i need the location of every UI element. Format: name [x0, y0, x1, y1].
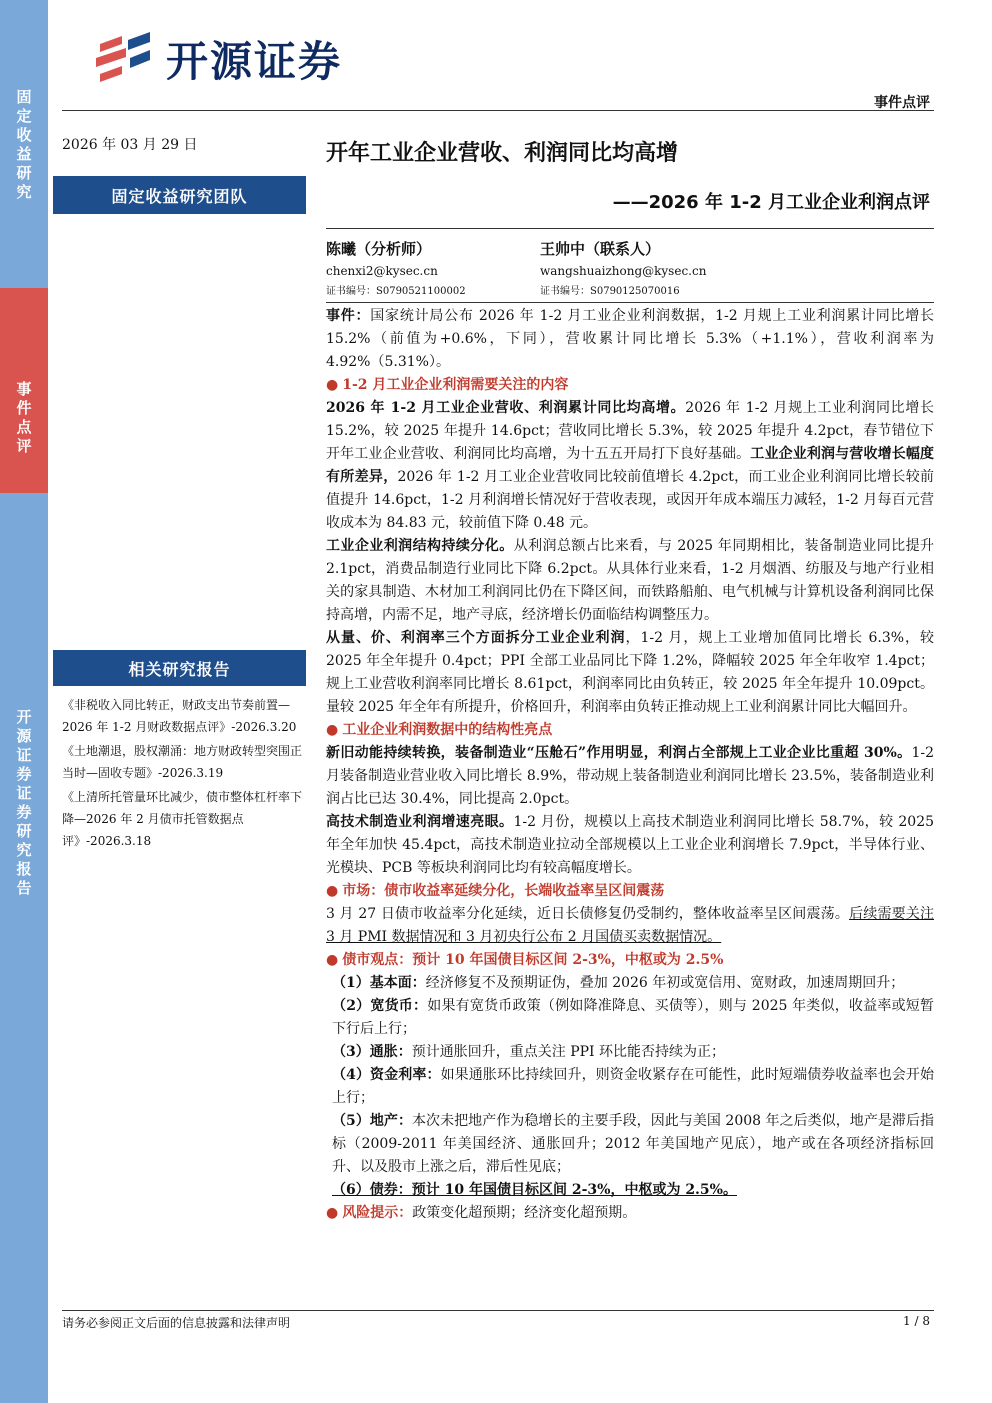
- view-item: （5）地产：本次未把地产作为稳增长的主要手段，因此与美国 2008 年之后类似，地产是滞后指标（2009-2011 年美国经济、通胀回升；2012 年美国地产见底），地产或在各项经济指标回升、以及股市上涨之后，滞后性见底；: [332, 1113, 934, 1175]
- author-divider: [326, 302, 934, 303]
- logo-mark-icon: [92, 30, 154, 88]
- body-paragraph: 新旧动能持续转换，装备制造业“压舱石”作用明显，利润占全部规上工业企业比重超 30%。1-2 月装备制造业营业收入同比增长 8.9%，带动规上装备制造业利润同比增长 23.5%，装备制造业利润占比已达 30.4%，同比提高 2.0pct。: [326, 745, 934, 807]
- view-item: （3）通胀：预计通胀回升，重点关注 PPI 环比能否持续为正；: [332, 1044, 726, 1060]
- logo-text: 开源证券: [166, 37, 343, 86]
- header-divider: [62, 110, 934, 111]
- section-heading: ● 1-2 月工业企业利润需要关注的内容: [326, 377, 569, 393]
- footer-divider: [62, 1310, 934, 1311]
- event-paragraph: 事件：国家统计局公布 2026 年 1-2 月工业企业利润数据，1-2 月规上工业利润累计同比增长 15.2%（前值为+0.6%，下同），营收累计同比增长 5.3%（+1.1%），营收利润率为 4.92%（5.31%）。: [326, 308, 935, 370]
- related-reports-banner: 相关研究报告: [53, 650, 306, 686]
- bullet-icon: ●: [326, 722, 339, 738]
- body-paragraph: 工业企业利润结构持续分化。从利润总额占比来看，与 2025 年同期相比，装备制造业同比提升 2.1pct，消费品制造行业同比下降 6.2pct。从具体行业来看，1-2 月烟酒、纺服及与地产行业相关的家具制造、木材加工利润同比仍在下降区间，而铁路船舶、电气机械与计算机设备利润同比保持高增，内需不足，地产寻底，经济增长仍面临结构调整压力。: [326, 538, 935, 623]
- left-sidebar: [0, 0, 48, 1403]
- sidebar-publisher: 开源证券 证券研究报告: [16, 708, 32, 897]
- page-number: 1 / 8: [903, 1314, 930, 1328]
- title-divider: [326, 228, 934, 229]
- bullet-icon: ●: [326, 377, 339, 393]
- bullet-icon: ●: [326, 1205, 339, 1221]
- footer-disclaimer: 请务必参阅正文后面的信息披露和法律声明: [62, 1316, 291, 1330]
- author-cert: 证书编号：S0790521100002: [326, 286, 466, 297]
- section-heading: ● 债市观点：预计 10 年国债目标区间 2-3%，中枢或为 2.5%: [326, 952, 724, 968]
- author-card: [540, 238, 706, 297]
- doc-type-label: 事件点评: [874, 95, 930, 111]
- body-paragraph: 2026 年 1-2 月工业企业营收、利润累计同比均高增。2026 年 1-2 月规上工业利润同比增长 15.2%，较 2025 年提升 14.6pct；营收同比增长 5.3%，较 2025 年提升 4.2pct，春节错位下开年工业企业营收、利润同比均高增，为十五五开局打下良好基础。工业企业利润与营收增长幅度有所差异，2026 年 1-2 月工业企业营收同比较前值增长 4.2pct，而工业企业利润同比增长较前值提升 14.6pct，1-2 月利润增长情况好于营收表现，或因开年成本端压力减轻，1-2 月每百元营收成本为 84.83 元，较前值下降 0.48 元。: [326, 400, 935, 531]
- report-title: 开年工业企业营收、利润同比均高增: [326, 141, 679, 166]
- section-heading: ● 工业企业利润数据中的结构性亮点: [326, 722, 553, 738]
- body-paragraph: 从量、价、利润率三个方面拆分工业企业利润，1-2 月，规上工业增加值同比增长 6.3%，较 2025 年全年提升 0.4pct；PPI 全部工业品同比下降 1.2%，降幅较 2025 年全年收窄 1.4pct；规上工业营收利润率同比增长 8.61pct，利润率同比由负转正，较 2025 年全年提升 10.09pct。量较 2025 年全年有所提升，价格回升，利润率由负转正推动规上工业利润累计同比大幅回升。: [326, 630, 934, 715]
- risk-paragraph: ● 风险提示：政策变化超预期；经济变化超预期。: [326, 1205, 637, 1221]
- main-body: [326, 305, 934, 1225]
- author-name: 陈曦（分析师）: [326, 240, 432, 258]
- bullet-icon: ●: [326, 952, 339, 968]
- author-cert: 证书编号：S0790125070016: [540, 286, 680, 297]
- report-subtitle: ——2026 年 1-2 月工业企业利润点评: [612, 192, 930, 213]
- team-banner: 固定收益研究团队: [53, 176, 306, 214]
- author-card: [326, 238, 466, 297]
- author-name: 王帅中（联系人）: [540, 240, 661, 258]
- view-item: （1）基本面：经济修复不及预期证伪，叠加 2026 年初或宽信用、宽财政，加速周期回升；: [332, 975, 905, 991]
- report-date: 2026 年 03 月 29 日: [62, 137, 198, 153]
- bullet-icon: ●: [326, 883, 339, 899]
- company-logo: [92, 30, 342, 88]
- related-report-item[interactable]: 《土地潮退，股权潮涌：地方财政转型突围正当时—固收专题》-2026.3.19: [62, 744, 303, 780]
- author-email[interactable]: chenxi2@kysec.cn: [326, 264, 438, 278]
- author-email[interactable]: wangshuaizhong@kysec.cn: [540, 264, 707, 278]
- related-reports-list: [62, 694, 306, 854]
- sidebar-category: 固定收益研究: [16, 88, 32, 201]
- body-paragraph: 3 月 27 日债市收益率分化延续，近日长债修复仍受制约，整体收益率呈区间震荡。后续需要关注 3 月 PMI 数据情况和 3 月初央行公布 2 月国债买卖数据情况。: [326, 906, 935, 945]
- view-item: （4）资金利率：如果通胀环比持续回升，则资金收紧存在可能性，此时短端债券收益率也会开始上行；: [332, 1067, 935, 1106]
- sidebar-doc-type: 事件点评: [0, 288, 48, 493]
- section-heading: ● 市场：债市收益率延续分化，长端收益率呈区间震荡: [326, 883, 665, 899]
- related-report-item[interactable]: 《非税收入同比转正，财政支出节奏前置—2026 年 1-2 月财政数据点评》-2026.3.20: [62, 698, 297, 734]
- view-item: （2）宽货币：如果有宽货币政策（例如降准降息、买债等），则与 2025 年类似，收益率或短暂下行后上行；: [332, 998, 934, 1037]
- body-paragraph: 高技术制造业利润增速亮眼。1-2 月份，规模以上高技术制造业利润同比增长 58.7%，较 2025 年全年加快 45.4pct，高技术制造业拉动全部规模以上工业企业利润增长 7.9pct，半导体行业、光模块、PCB 等板块利润同比均有较高幅度增长。: [326, 814, 935, 876]
- related-report-item[interactable]: 《上清所托管量环比减少，债市整体杠杆率下降—2026 年 2 月债市托管数据点评》-2026.3.18: [62, 790, 303, 848]
- view-item: （6）债券：预计 10 年国债目标区间 2-3%，中枢或为 2.5%。: [332, 1182, 737, 1198]
